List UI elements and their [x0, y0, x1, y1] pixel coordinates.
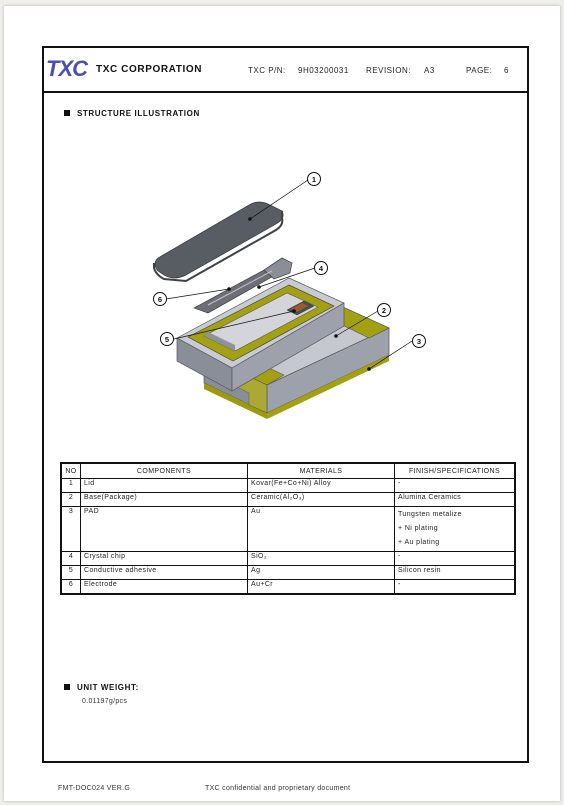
- page-number: 6: [504, 66, 509, 75]
- row-no: 6: [61, 580, 81, 595]
- row-component: Base(Package): [81, 493, 248, 507]
- row-component: Crystal chip: [81, 552, 248, 566]
- row-no: 5: [61, 566, 81, 580]
- row-material: Ag: [248, 566, 395, 580]
- structure-title: STRUCTURE ILLUSTRATION: [77, 109, 200, 118]
- header-components: COMPONENTS: [81, 463, 248, 479]
- header-no: NO: [61, 463, 81, 479]
- callout-4: 4: [318, 264, 324, 273]
- table-row: [61, 493, 515, 507]
- row-component: Electrode: [81, 580, 248, 595]
- callout-6: 6: [157, 295, 163, 304]
- table-row: [61, 552, 515, 566]
- finish-line: + Au plating: [398, 539, 440, 546]
- finish-line: + Ni plating: [398, 525, 439, 532]
- row-component: Conductive adhesive: [81, 566, 248, 580]
- part-number-value: 9H03200031: [298, 66, 349, 75]
- row-material: Kovar(Fe+Co+Ni) Alloy: [248, 479, 395, 493]
- document-page: [4, 6, 560, 801]
- document-header: [44, 48, 527, 93]
- callout-1: 1: [311, 175, 317, 184]
- unit-weight-heading: [64, 683, 139, 692]
- finish-line: Tungsten metalize: [398, 511, 462, 518]
- components-table: [60, 462, 516, 595]
- square-bullet-icon: [64, 110, 70, 116]
- row-no: 4: [61, 552, 81, 566]
- revision-label: REVISION:: [366, 66, 411, 75]
- table-row: [61, 507, 515, 552]
- unit-weight-title: UNIT WEIGHT:: [77, 683, 139, 692]
- row-material: Au+Cr: [248, 580, 395, 595]
- unit-weight-value: 0.01197g/pcs: [82, 698, 128, 705]
- row-finish: [395, 507, 516, 552]
- row-component: PAD: [81, 507, 248, 552]
- footer-confidential: TXC confidential and proprietary document: [205, 785, 351, 792]
- row-no: 1: [61, 479, 81, 493]
- row-material: SiO₂: [248, 552, 395, 566]
- page-frame: [42, 46, 529, 763]
- row-material: Ceramic(Al₂O₃): [248, 493, 395, 507]
- table-row: [61, 580, 515, 595]
- table-row: [61, 479, 515, 493]
- row-finish: Alumina Ceramics: [395, 493, 516, 507]
- row-finish: -: [395, 552, 516, 566]
- revision-value: A3: [424, 66, 435, 75]
- row-no: 3: [61, 507, 81, 552]
- callout-2: 2: [381, 306, 387, 315]
- row-finish: -: [395, 580, 516, 595]
- row-material: Au: [248, 507, 395, 552]
- square-bullet-icon: [64, 684, 70, 690]
- page-label: PAGE:: [466, 66, 493, 75]
- row-component: Lid: [81, 479, 248, 493]
- callout-5: 5: [164, 335, 170, 344]
- lid: [154, 202, 283, 281]
- corporation-name: TXC CORPORATION: [96, 64, 203, 75]
- row-no: 2: [61, 493, 81, 507]
- callout-3: 3: [416, 337, 422, 346]
- table-row: [61, 566, 515, 580]
- structure-section-heading: [64, 109, 200, 118]
- structure-illustration: [104, 123, 454, 453]
- table-header-row: [61, 463, 515, 479]
- footer-doc-id: FMT-DOC024 VER.G: [58, 785, 131, 792]
- header-finish: FINISH/SPECIFICATIONS: [395, 463, 516, 479]
- row-finish: -: [395, 479, 516, 493]
- header-materials: MATERIALS: [248, 463, 395, 479]
- part-number-label: TXC P/N:: [248, 66, 286, 75]
- txc-logo: TXC: [46, 56, 87, 81]
- row-finish: Silicon resin: [395, 566, 516, 580]
